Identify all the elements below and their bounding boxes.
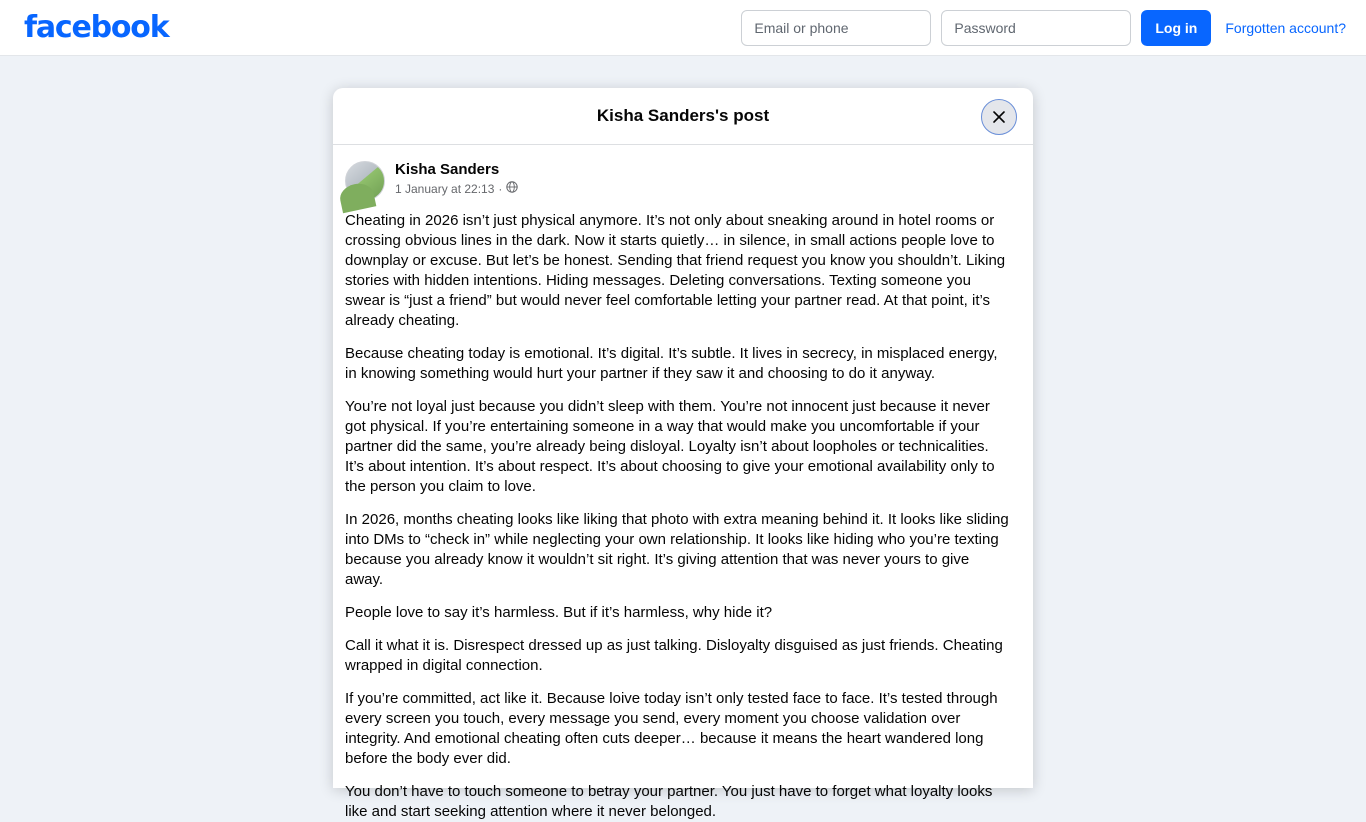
post-separator: · [498, 182, 503, 196]
facebook-top-bar [0, 0, 1366, 56]
login-button[interactable]: Log in [1141, 10, 1211, 46]
post-subline [395, 181, 518, 198]
post-text [345, 211, 1011, 822]
post-timestamp[interactable]: 1 January at 22:13 [395, 182, 495, 196]
post-paragraph: In 2026, months cheating looks like liking that photo with extra meaning behind it. It looks like sliding into DMs to “check in” while neglecting your own relationship. It looks like hiding who you’re texting because you already know it wouldn’t sit right. It’s giving attention that was never yours to give away. [345, 511, 1009, 588]
post-paragraph: Call it what it is. Disrespect dressed up as just talking. Disloyalty disguised as just friends. Cheating wrapped in digital connection. [345, 637, 1003, 674]
post-author-name[interactable]: Kisha Sanders [395, 161, 500, 178]
forgotten-account-link[interactable]: Forgotten account? [1225, 20, 1346, 36]
page-background [0, 56, 1366, 820]
post-paragraph: You don’t have to touch someone to betray your partner. You just have to forget what loyalty looks like and start seeking attention where it never belonged. [345, 783, 993, 820]
facebook-logo[interactable]: facebook [24, 10, 169, 45]
close-icon [990, 108, 1008, 126]
dialog-body [333, 145, 1033, 820]
post-dialog [333, 88, 1033, 820]
password-input[interactable] [941, 10, 1131, 46]
avatar[interactable] [345, 161, 385, 201]
post-paragraph: Because cheating today is emotional. It’s digital. It’s subtle. It lives in secrecy, in misplaced energy, in knowing something would hurt your partner if they saw it and choosing to do it anyway. [345, 345, 998, 382]
post-header [345, 159, 1011, 201]
post-meta [395, 159, 518, 198]
globe-icon [506, 181, 518, 198]
post-paragraph: You’re not loyal just because you didn’t sleep with them. You’re not innocent just because it never got physical. If you’re entertaining someone in a way that would make you uncomfortable if your partner did the same, you’re already being disloyal. Loyalty isn’t about loopholes or technicalities. It’s about intention. It’s about respect. It’s about choosing to give your emotional availability only to the person you claim to love. [345, 398, 995, 495]
dialog-header [333, 88, 1033, 145]
login-form [741, 10, 1346, 46]
close-button[interactable] [981, 99, 1017, 135]
post-paragraph: If you’re committed, act like it. Because loive today isn’t only tested face to face. It’s tested through every screen you touch, every message you send, every moment you choose validation over integrity. And emotional cheating often cuts deeper… because it means the heart wandered long before the body ever did. [345, 690, 998, 767]
dialog-title: Kisha Sanders's post [596, 106, 770, 125]
post-paragraph: Cheating in 2026 isn’t just physical anymore. It’s not only about sneaking around in hotel rooms or crossing obvious lines in the dark. Now it starts quietly… in silence, in small actions people love to downplay or excuse. But let’s be honest. Sending that friend request you know you shouldn’t. Liking stories with hidden intentions. Hiding messages. Deleting conversations. Texting someone you swear is “just a friend” but would never feel comfortable letting your partner read. At that point, it’s already cheating. [345, 212, 1006, 329]
email-or-phone-input[interactable] [741, 10, 931, 46]
post-paragraph: People love to say it’s harmless. But if it’s harmless, why hide it? [345, 604, 773, 621]
